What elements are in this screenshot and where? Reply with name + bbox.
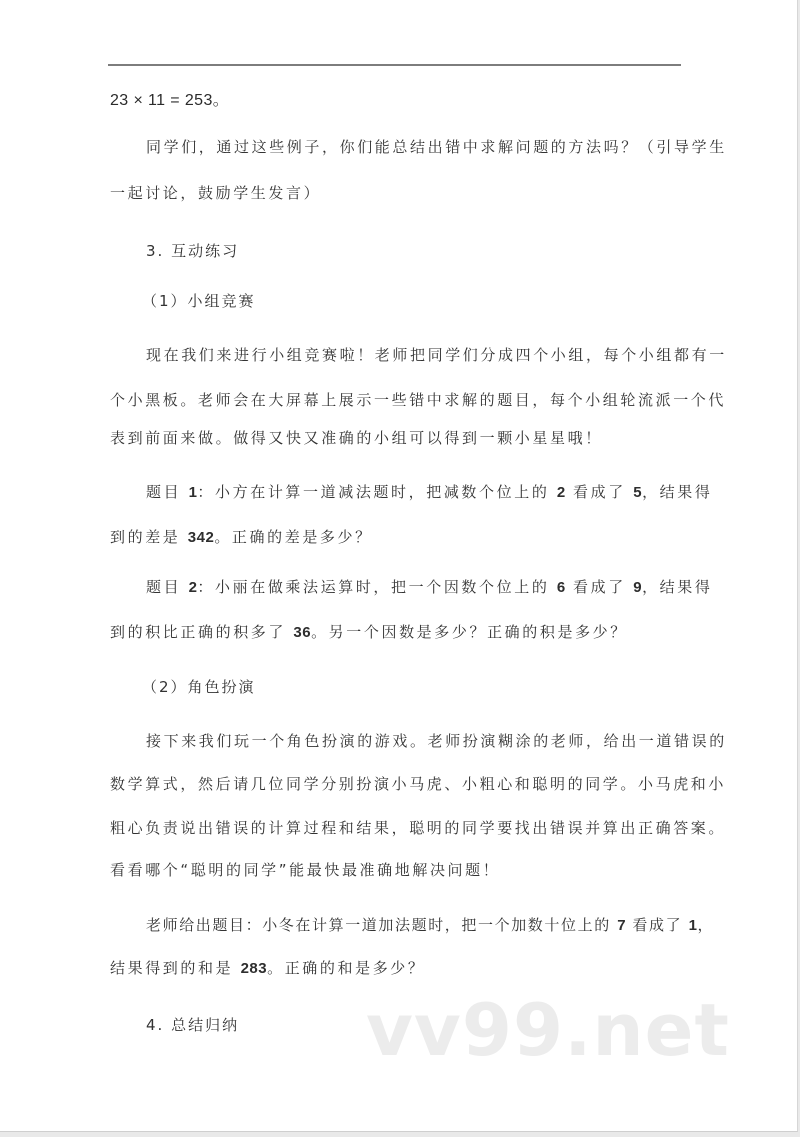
question-text: ， <box>697 916 715 934</box>
question-text: 看成了 <box>573 483 626 501</box>
digit-value: 5 <box>633 484 643 501</box>
paragraph-discussion-line1: 同学们，通过这些例子，你们能总结出错中求解问题的方法吗？（引导学生 <box>146 138 727 156</box>
question-3-line2 <box>110 958 682 979</box>
question-label: 题目 <box>146 578 182 596</box>
question-text: 。另一个因数是多少？正确的积是多少？ <box>311 623 628 641</box>
paragraph-competition-line1: 现在我们来进行小组竞赛啦！老师把同学们分成四个小组，每个小组都有一 <box>146 346 727 364</box>
paragraph-competition-line2: 个小黑板。老师会在大屏幕上展示一些错中求解的题目，每个小组轮流派一个代 <box>110 391 727 409</box>
section-heading-interactive-practice: 3. 互动练习 <box>146 242 240 260</box>
paragraph-role-play-line1: 接下来我们玩一个角色扮演的游戏。老师扮演糊涂的老师，给出一道错误的 <box>146 732 727 750</box>
formula-line: 23 × 11 = 253。 <box>110 92 230 109</box>
question-text: 看成了 <box>573 578 626 596</box>
paragraph-role-play-line3: 粗心负责说出错误的计算过程和结果，聪明的同学要找出错误并算出正确答案。 <box>110 819 727 837</box>
question-text: ：小方在计算一道减法题时，把减数个位上的 <box>197 483 550 501</box>
paragraph-competition-line3: 表到前面来做。做得又快又准确的小组可以得到一颗小星星哦！ <box>110 429 603 447</box>
question-text: 。正确的和是多少？ <box>267 959 426 977</box>
question-text: 看成了 <box>632 916 683 934</box>
paragraph-role-play-line2: 数学算式，然后请几位同学分别扮演小马虎、小粗心和聪明的同学。小马虎和小 <box>110 775 727 793</box>
question-number: 2 <box>188 579 198 596</box>
question-text: 老师给出题目：小冬在计算一道加法题时，把一个加数十位上的 <box>146 916 611 934</box>
digit-value: 1 <box>688 917 698 934</box>
question-2-line1 <box>146 577 718 598</box>
digit-value: 9 <box>633 579 643 596</box>
question-1-line1 <box>146 482 718 503</box>
question-text: ，结果得 <box>642 483 713 501</box>
number-value: 342 <box>187 529 215 546</box>
digit-value: 2 <box>556 484 566 501</box>
subheading-role-play: （2）角色扮演 <box>142 678 256 696</box>
question-text: ，结果得 <box>642 578 713 596</box>
header-rule <box>108 64 681 66</box>
digit-value: 7 <box>617 917 627 934</box>
question-number: 1 <box>188 484 198 501</box>
number-value: 283 <box>240 960 268 977</box>
question-text: 。正确的差是多少？ <box>214 528 373 546</box>
section-heading-summary: 4. 总结归纳 <box>146 1016 240 1034</box>
paragraph-role-play-line4: 看看哪个“聪明的同学”能最快最准确地解决问题！ <box>110 861 501 879</box>
number-value: 36 <box>293 624 312 641</box>
question-label: 题目 <box>146 483 182 501</box>
question-2-line2 <box>110 622 682 643</box>
question-text: ：小丽在做乘法运算时，把一个因数个位上的 <box>197 578 550 596</box>
watermark: vv99.net <box>366 988 730 1072</box>
subheading-group-competition: （1）小组竞赛 <box>142 292 256 310</box>
paragraph-discussion-line2: 一起讨论，鼓励学生发言） <box>110 184 322 202</box>
question-3-line1 <box>146 915 718 936</box>
question-text: 到的差是 <box>110 528 181 546</box>
question-text: 到的积比正确的积多了 <box>110 623 287 641</box>
digit-value: 6 <box>556 579 566 596</box>
question-1-line2 <box>110 527 682 548</box>
question-text: 结果得到的和是 <box>110 959 234 977</box>
